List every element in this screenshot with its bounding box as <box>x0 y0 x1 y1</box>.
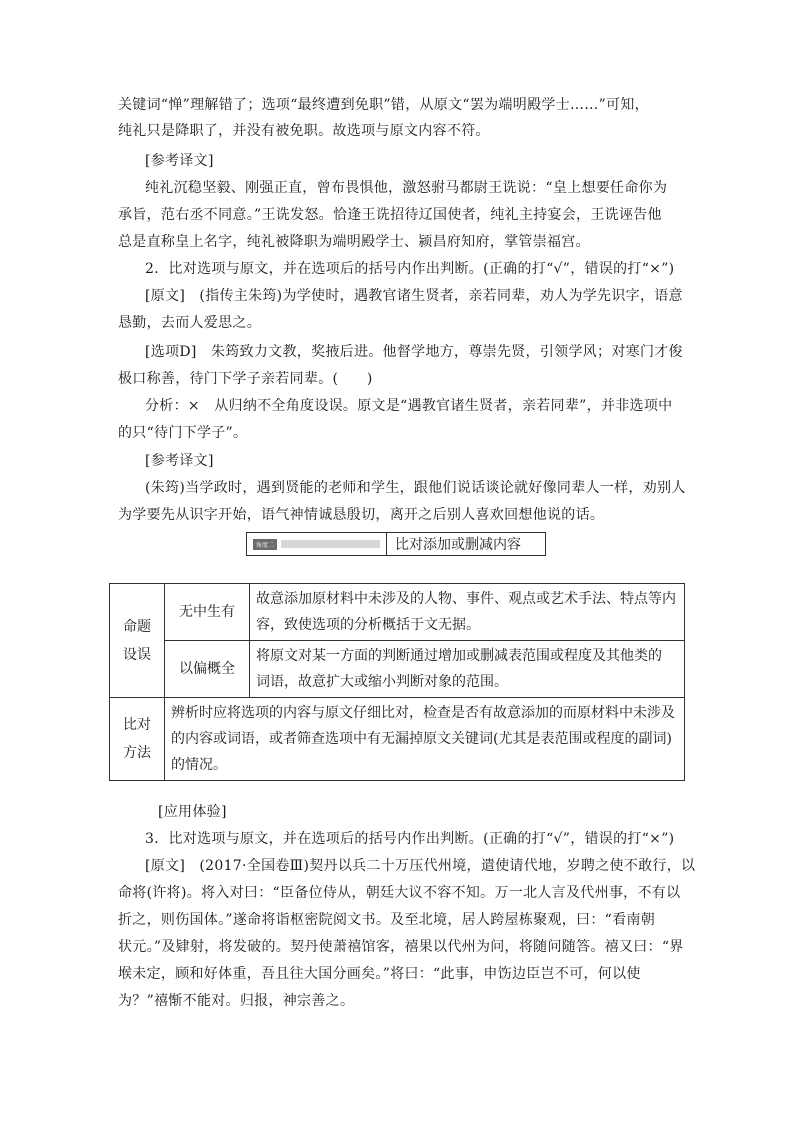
paragraph-line: (朱筠)当学政时，遇到贤能的老师和学生，跟他们说话谈论就好像同辈人一样，劝别人 <box>145 480 686 496</box>
original-text-line: 折之，则伤国体。”遂命将诣枢密院阅文书。及至北境，居人跨屋栋聚观，曰：“看南朝 <box>118 912 656 928</box>
analysis-line: 的只“待门下学子”。 <box>118 425 248 441</box>
question-prompt: 2．比对选项与原文，并在选项后的括号内作出判断。(正确的打“√”，错误的打“×”) <box>145 261 675 277</box>
section-tag: 角度二 <box>253 539 277 550</box>
method-table <box>109 583 685 781</box>
row-header: 比对 方法 <box>110 698 165 781</box>
option-line: 极口称善，待门下学子亲若同辈。( ) <box>118 371 373 387</box>
error-type-description: 将原文对某一方面的判断通过增加或删减表范围或程度及其他类的 词语，故意扩大或缩小判断对象的范围。 <box>250 641 685 698</box>
method-description: 辨析时应将选项的内容与原文仔细比对，检查是否有故意添加的而原材料中未涉及 的内容或词语，或者筛查选项中有无漏掉原文关键词(尤其是表范围或程度的副词) 的情况。 <box>165 698 685 781</box>
original-text-line: 堠未定，顾和好体重，吾且往大国分画矣。”将曰：“此事，申饬边臣岂不可，何以使 <box>118 966 641 982</box>
section-banner-title: 比对添加或删减内容 <box>395 537 521 553</box>
table-row <box>110 641 685 698</box>
section-banner-tag-area <box>247 533 387 555</box>
error-type-label: 无中生有 <box>165 584 250 641</box>
original-text-line: [原文] (2017·全国卷Ⅲ)契丹以兵二十万压代州境，遣使请代地，岁聘之使不敢行，以 <box>145 858 696 874</box>
section-heading: [参考译文] <box>145 453 214 469</box>
analysis-line: 分析：× 从归纳不全角度设误。原文是“遇教官诸生贤者，亲若同辈”，并非选项中 <box>145 398 673 414</box>
original-text-line: [原文] (指传主朱筠)为学使时，遇教官诸生贤者，亲若同辈，劝人为学先识字，语意 <box>145 288 683 304</box>
section-banner <box>246 532 546 556</box>
question-prompt: 3．比对选项与原文，并在选项后的括号内作出判断。(正确的打“√”，错误的打“×”) <box>145 831 675 847</box>
original-text-line: 为？”禧惭不能对。归报，神宗善之。 <box>118 993 355 1009</box>
decorative-stripe <box>281 540 380 548</box>
original-text-line: 命将(许将)。将入对曰：“臣备位侍从，朝廷大议不容不知。万一北人言及代州事，不有以 <box>118 885 681 901</box>
paragraph-line: 关键词“惮”理解错了；选项“最终遭到免职”错，从原文“罢为端明殿学士……”可知， <box>118 97 649 113</box>
paragraph-line: 承旨，范右丞不同意。”王诜发怒。恰逢王诜招待辽国使者，纯礼主持宴会，王诜诬告他 <box>118 207 662 223</box>
row-header: 命题 设误 <box>110 584 165 698</box>
section-heading: [参考译文] <box>145 153 214 169</box>
section-heading: [应用体验] <box>158 804 227 820</box>
option-line: [选项D] 朱筠致力文教，奖掖后进。他督学地方，尊崇先贤，引领学风；对寒门才俊 <box>145 344 683 360</box>
original-text-line: 恳勤，去而人爱思之。 <box>118 315 261 331</box>
error-type-description: 故意添加原材料中未涉及的人物、事件、观点或艺术手法、特点等内 容，致使选项的分析概括于文无据。 <box>250 584 685 641</box>
paragraph-line: 总是直称皇上名字，纯礼被降职为端明殿学士、颍昌府知府，掌管崇福宫。 <box>118 234 590 250</box>
error-type-label: 以偏概全 <box>165 641 250 698</box>
paragraph-line: 纯礼沉稳坚毅、刚强正直，曾布畏惧他，激怒驸马都尉王诜说：“皇上想要任命你为 <box>145 180 668 196</box>
paragraph-line: 为学要先从识字开始，语气神情诚恳殷切，离开之后别人喜欢回想他说的话。 <box>118 507 605 523</box>
table-row <box>110 584 685 641</box>
paragraph-line: 纯礼只是降职了，并没有被免职。故选项与原文内容不符。 <box>118 123 490 139</box>
original-text-line: 状元。”及肄射，将发破的。契丹使萧禧馆客，禧果以代州为问，将随问随答。禧又曰：“界 <box>118 939 684 955</box>
table-row <box>110 698 685 781</box>
